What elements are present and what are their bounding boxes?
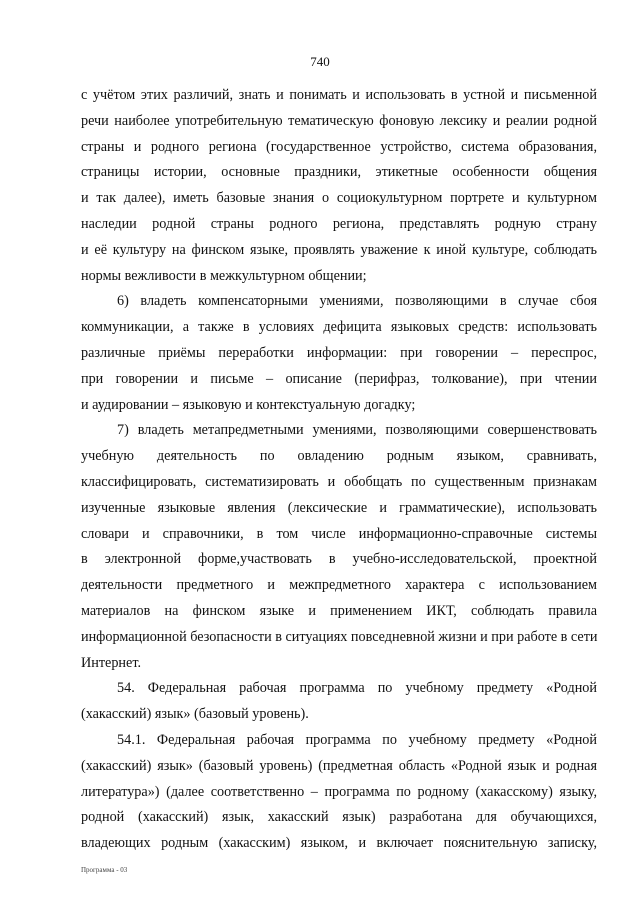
text-line: в электронной форме,участвовать в учебно-исследовательской, проектной: [81, 551, 597, 568]
text-line: классифицировать, систематизировать и обобщать по существенным признакам: [81, 473, 597, 490]
paragraph: [81, 418, 597, 676]
text-line: родной (хакасский) язык, хакасский язык) разработана для обучающихся,: [81, 809, 597, 826]
text-line: при говорении и письме – описание (перифраз, толкование), при чтении: [81, 370, 597, 387]
text-line: владеющих родным (хакасским) языком, и включает пояснительную записку,: [81, 835, 597, 852]
page-number: 740: [310, 54, 330, 69]
text-line: коммуникации, а также в условиях дефицита языковых средств: использовать: [81, 319, 597, 336]
text-line: литература») (далее соответственно – программа по родному (хакасскому) языку,: [81, 783, 597, 800]
text-line: речи наиболее употребительную тематическую фоновую лексику и реалии родной: [81, 112, 597, 129]
paragraph: [81, 83, 597, 289]
page-footer: Программа - 03: [81, 866, 128, 874]
text-line: учебную деятельность по овладению родным языком, сравнивать,: [81, 448, 597, 465]
paragraph: [81, 289, 597, 418]
text-line: 54. Федеральная рабочая программа по учебному предмету «Родной: [117, 680, 597, 697]
text-line: 7) владеть метапредметными умениями, позволяющими совершенствовать: [117, 422, 597, 439]
text-line: информационной безопасности в ситуациях повседневной жизни и при работе в сети: [81, 628, 598, 645]
text-line: (хакасский) язык» (базовый уровень).: [81, 706, 309, 723]
text-line: наследии родной страны родного региона, представлять родную страну: [81, 215, 597, 232]
text-line: и так далее), иметь базовые знания о социокультурном портрете и культурном: [81, 190, 597, 207]
text-line: и аудировании – языковую и контекстуальную догадку;: [81, 396, 416, 413]
document-body: [81, 83, 597, 857]
text-line: материалов на финском языке и применением ИКТ, соблюдать правила: [81, 602, 597, 619]
text-line: 6) владеть компенсаторными умениями, позволяющими в случае сбоя: [117, 293, 597, 310]
text-line: 54.1. Федеральная рабочая программа по учебному предмету «Родной: [117, 731, 597, 748]
text-line: и её культуру на финском языке, проявлять уважение к иной культуре, соблюдать: [81, 241, 597, 258]
text-line: словари и справочники, в том числе информационно-справочные системы: [81, 525, 597, 542]
text-line: Интернет.: [81, 654, 141, 671]
paragraph: [81, 728, 597, 857]
text-line: различные приёмы переработки информации: при говорении – переспрос,: [81, 344, 597, 361]
text-line: страницы истории, основные праздники, этикетные особенности общения: [81, 164, 597, 181]
text-line: нормы вежливости в межкультурном общении;: [81, 267, 367, 284]
text-line: деятельности предметного и межпредметного характера с использованием: [81, 577, 597, 594]
text-line: (хакасский) язык» (базовый уровень) (предметная область «Родной язык и родная: [81, 757, 597, 774]
text-line: страны и родного региона (государственное устройство, система образования,: [81, 138, 597, 155]
text-line: с учётом этих различий, знать и понимать и использовать в устной и письменной: [81, 87, 597, 103]
paragraph: [81, 676, 597, 728]
text-line: изученные языковые явления (лексические и грамматические), использовать: [81, 499, 597, 516]
